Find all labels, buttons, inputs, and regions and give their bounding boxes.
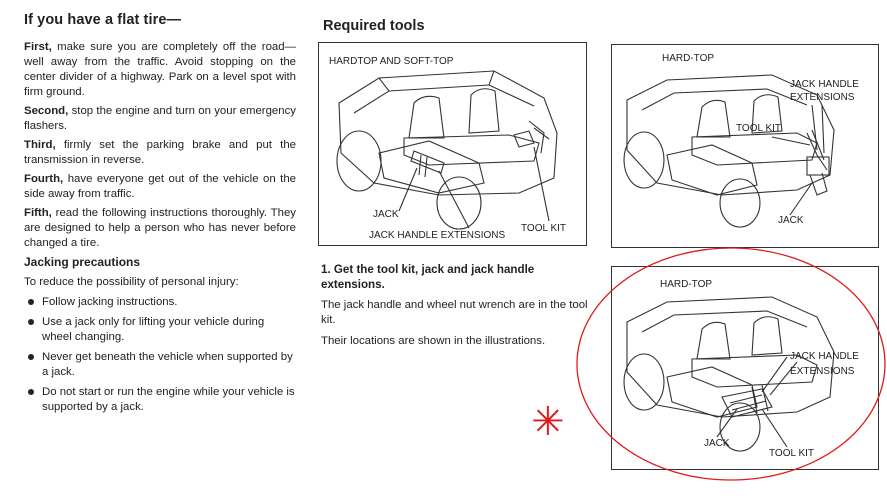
vehicle-interior-illustration <box>612 45 880 249</box>
fig1-toolkit-label: TOOL KIT <box>521 223 567 234</box>
fig3-ext-label-2: EXTENSIONS <box>790 366 855 377</box>
step-second: Second, stop the engine and turn on your emergency flashers. <box>24 105 296 132</box>
step-fifth: Fifth, read the following instructions thoroughly. They are designed to help a person who has never before changed a tire. <box>24 207 296 249</box>
step-first: First, make sure you are completely off the road—well away from the traffic. Avoid stopping on the center divider of a highway. Park on a level spot with firm ground. <box>24 41 296 98</box>
fig2-title: HARD-TOP <box>662 53 715 64</box>
step-one-section <box>321 262 589 355</box>
fig3-ext-label-1: JACK HANDLE <box>790 351 859 362</box>
figure-hardtop-bottom <box>611 266 879 470</box>
fig1-extensions-label: JACK HANDLE EXTENSIONS <box>369 230 506 241</box>
list-item: Never get beneath the vehicle when supported by a jack. <box>24 350 296 380</box>
fig3-jack-label: JACK <box>704 438 730 449</box>
list-item: Use a jack only for lifting your vehicle during wheel changing. <box>24 315 296 345</box>
fig1-jack-label: JACK <box>373 209 399 220</box>
bullet-icon <box>28 299 34 305</box>
list-item: Do not start or run the engine while your vehicle is supported by a jack. <box>24 385 296 415</box>
precautions-intro: To reduce the possibility of personal injury: <box>24 276 239 288</box>
jacking-precautions-heading: Jacking precautions <box>24 255 141 269</box>
step-fourth: Fourth, have everyone get out of the vehicle on the side away from traffic. <box>24 173 296 200</box>
step-one-text-2: Their locations are shown in the illustrations. <box>321 335 546 347</box>
step-third: Third, firmly set the parking brake and put the transmission in reverse. <box>24 139 296 166</box>
step-one-text-1: The jack handle and wheel nut wrench are in the tool kit. <box>321 299 588 326</box>
fig2-toolkit-label: TOOL KIT <box>736 123 782 134</box>
fig1-title: HARDTOP AND SOFT-TOP <box>329 56 454 67</box>
fig3-toolkit-label: TOOL KIT <box>769 448 815 459</box>
list-item: Follow jacking instructions. <box>24 295 296 310</box>
required-tools-heading: Required tools <box>323 18 425 34</box>
fig2-jack-label: JACK <box>778 215 804 226</box>
precautions-list <box>24 295 296 415</box>
left-column <box>24 12 296 420</box>
bullet-icon <box>28 354 34 360</box>
bullet-icon <box>28 389 34 395</box>
fig3-title: HARD-TOP <box>660 279 713 290</box>
bullet-icon <box>28 319 34 325</box>
red-asterisk-icon: ✳ <box>531 399 565 445</box>
figure-hardtop-top <box>611 44 879 248</box>
flat-tire-heading: If you have a flat tire— <box>24 12 182 28</box>
fig2-ext-label-2: EXTENSIONS <box>790 92 855 103</box>
fig2-ext-label-1: JACK HANDLE <box>790 79 859 90</box>
vehicle-interior-illustration <box>319 43 588 247</box>
step-one-heading: 1. Get the tool kit, jack and jack handle extensions. <box>321 263 535 291</box>
figure-hardtop-softtop <box>318 42 587 246</box>
